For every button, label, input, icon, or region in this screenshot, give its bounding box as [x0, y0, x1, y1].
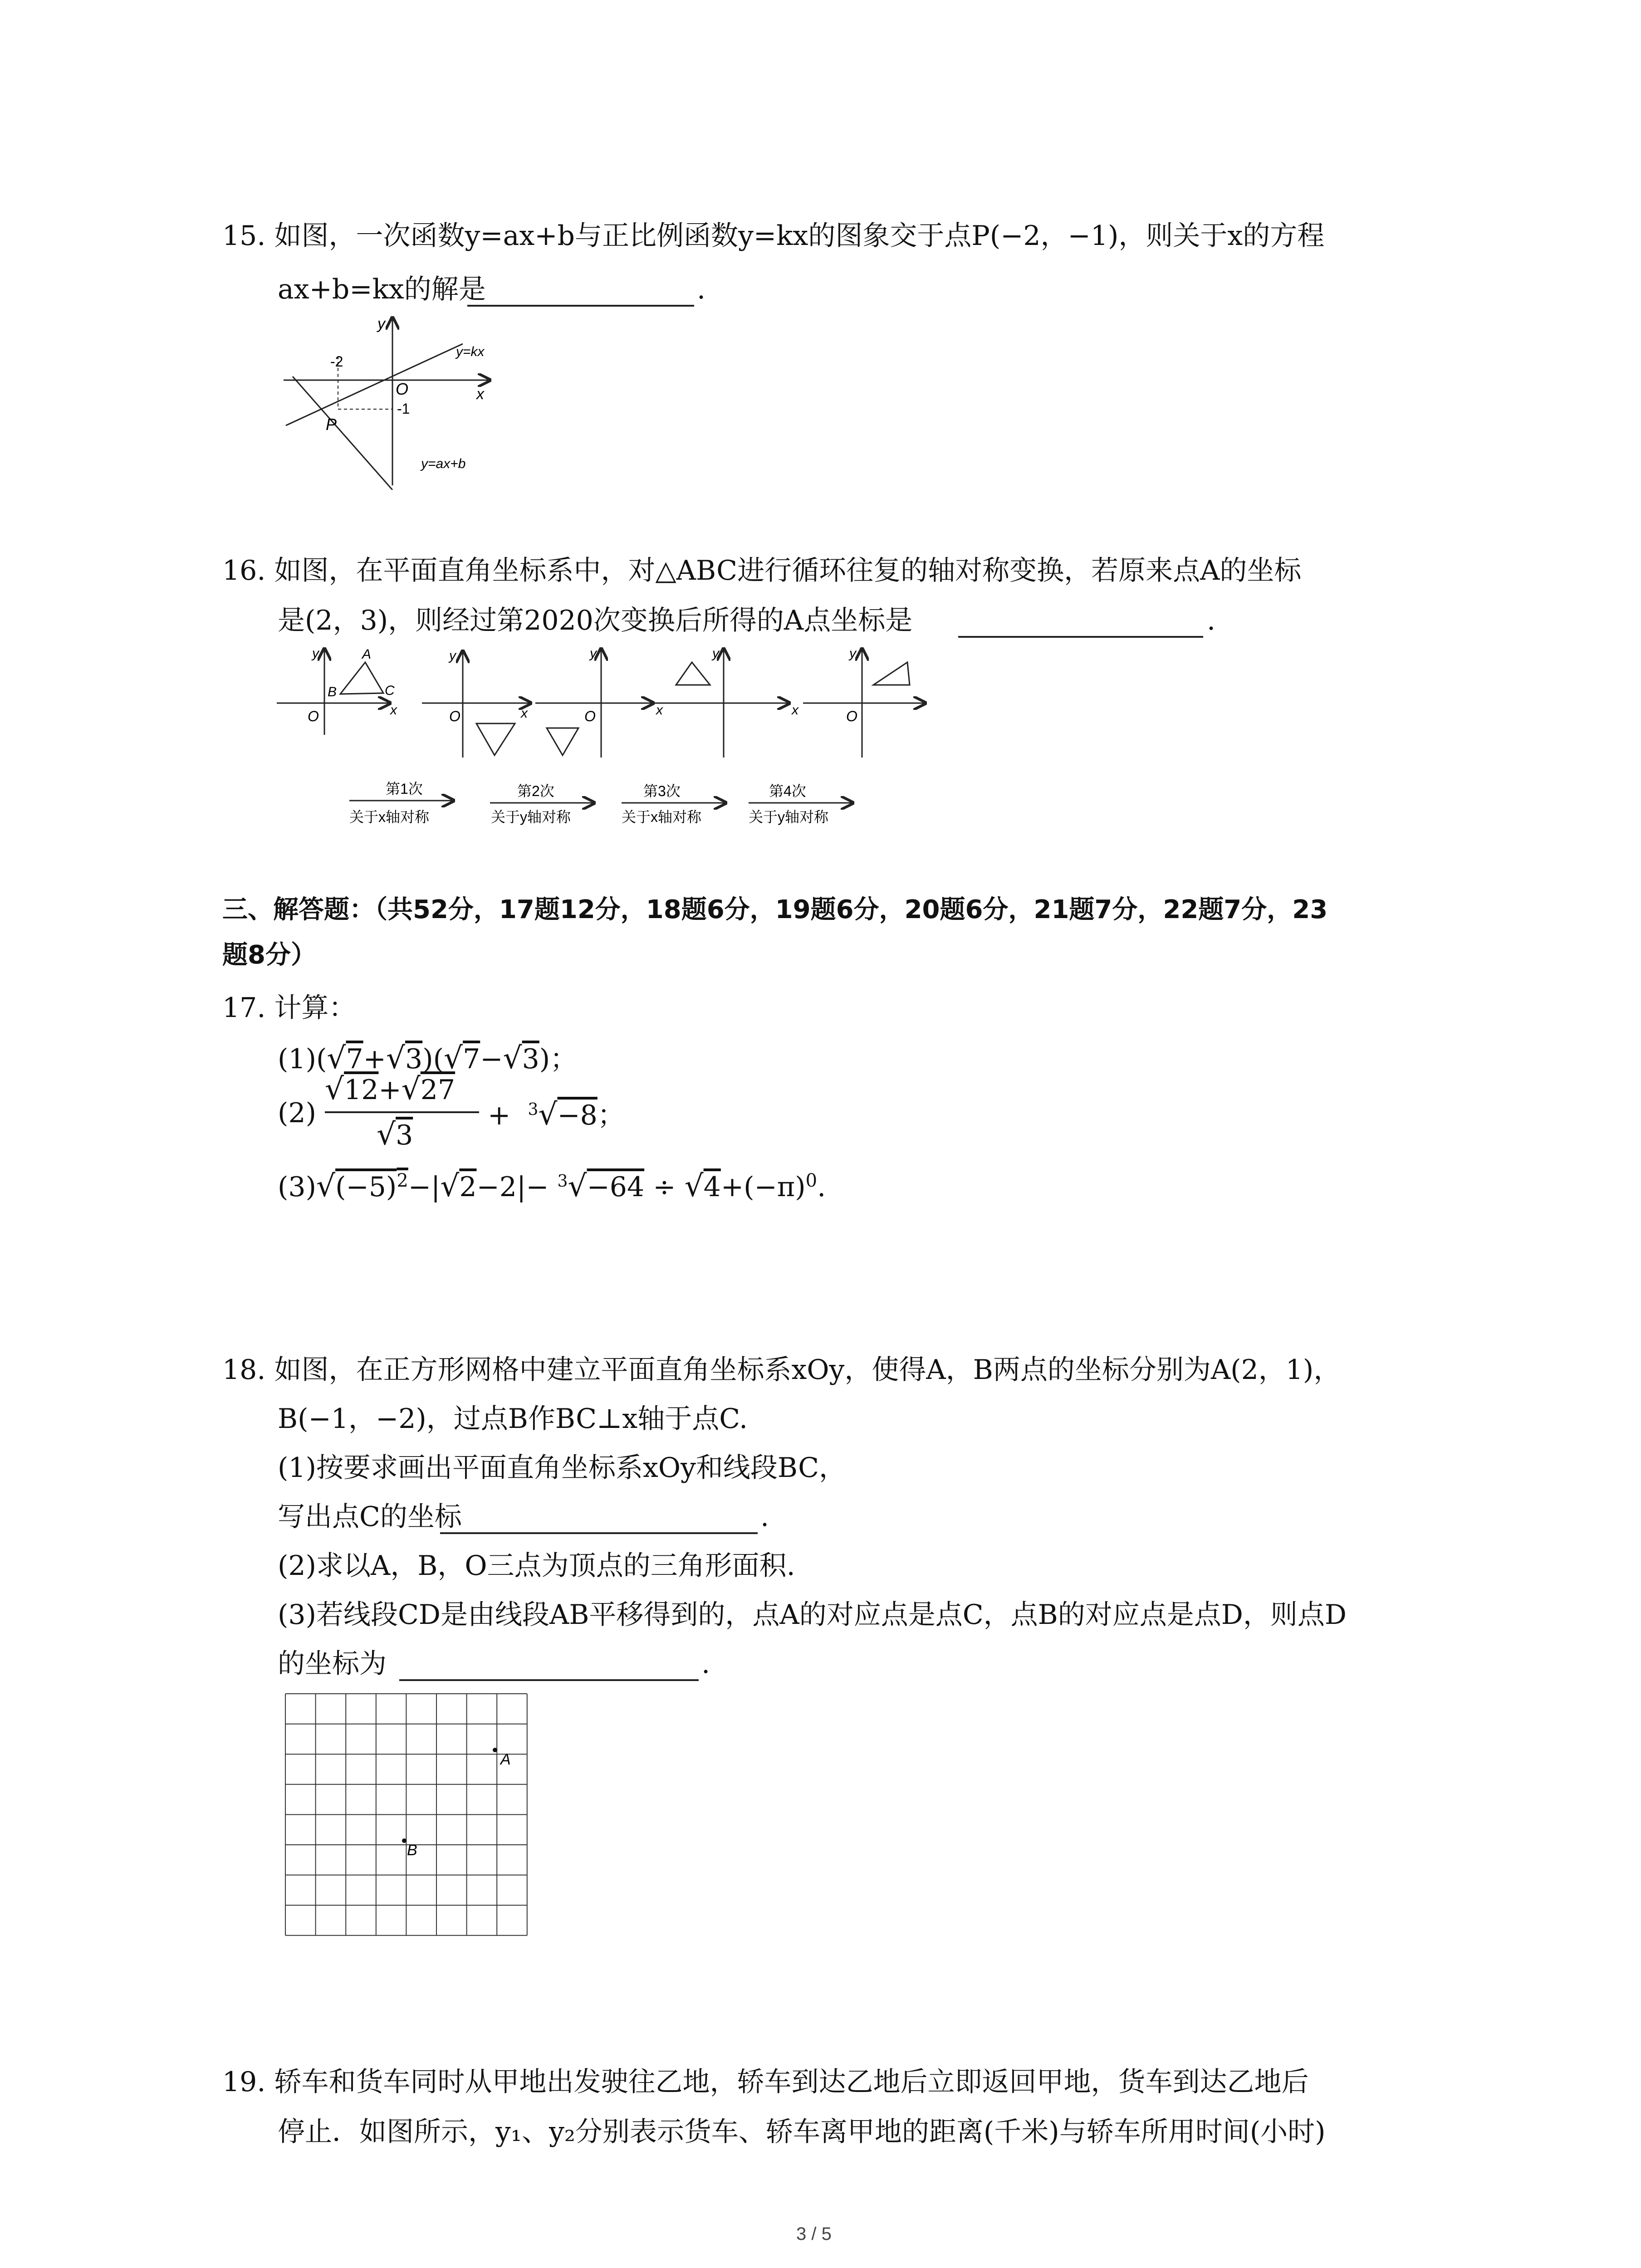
svg-text:关于x轴对称: 关于x轴对称	[622, 809, 702, 825]
svg-text:O: O	[846, 708, 857, 724]
svg-text:关于x轴对称: 关于x轴对称	[349, 809, 430, 825]
svg-text:关于y轴对称: 关于y轴对称	[749, 809, 829, 825]
q18-c-blank[interactable]	[440, 1532, 758, 1534]
q17-part2-tail: + $^3$√−8；	[488, 1097, 625, 1132]
q16-panel-1	[422, 648, 531, 758]
page-number: 3 / 5	[796, 2224, 832, 2244]
q16-triangle-3	[676, 662, 710, 685]
svg-text:第1次: 第1次	[386, 781, 423, 797]
q16-step-2	[490, 783, 594, 825]
q18-line4: 写出点C的坐标	[278, 1501, 462, 1533]
q16-triangle-1	[476, 723, 515, 755]
svg-text:x: x	[521, 706, 528, 721]
svg-text:第3次: 第3次	[643, 783, 681, 799]
q15-figure	[277, 308, 513, 490]
q18-line5: (2)求以A，B，O三点为顶点的三角形面积.	[278, 1550, 795, 1582]
q16-panel-3	[653, 646, 799, 758]
q15-line-yaxb	[293, 376, 392, 490]
q18-line3: (1)按要求画出平面直角坐标系xOy和线段BC，	[278, 1452, 847, 1484]
q18-label-b: B	[407, 1842, 417, 1859]
q16-triangle-original	[340, 662, 383, 694]
svg-text:y: y	[449, 648, 456, 663]
q17-part2-numerator: √12+√27	[325, 1071, 456, 1106]
q15-label-p: P	[326, 415, 337, 434]
q16-panel-2	[535, 646, 663, 758]
q17-part2-prefix: (2)	[278, 1097, 316, 1129]
q18-label-a: A	[500, 1751, 511, 1768]
svg-text:C: C	[385, 683, 395, 698]
svg-text:A: A	[362, 647, 372, 662]
svg-text:x: x	[390, 703, 397, 718]
q17-part2-fraction-bar	[325, 1111, 479, 1113]
q16-step-1	[349, 781, 454, 825]
q16-line1: 16. 如图，在平面直角坐标系中，对△ABC进行循环往复的轴对称变换，若原来点A的坐标	[222, 555, 1302, 587]
q16-period: .	[1207, 605, 1216, 636]
q15-label-m2: -2	[330, 353, 343, 370]
q16-answer-blank[interactable]	[958, 636, 1203, 638]
q18-line4-period: .	[760, 1501, 769, 1533]
svg-text:y: y	[712, 646, 719, 661]
q17-part3: $(3)√(-5)^2-|√2-2|- ^3√-64 \div √4+(-\pi)^0$.	[278, 1168, 826, 1203]
q15-label-y: y	[377, 315, 385, 332]
q15-period: .	[697, 274, 706, 305]
q17-title: 17. 计算：	[222, 992, 356, 1024]
svg-text:y: y	[312, 646, 319, 661]
q18-line1: 18. 如图，在正方形网格中建立平面直角坐标系xOy，使得A，B两点的坐标分别为A(2，1)，	[222, 1354, 1341, 1386]
svg-text:B: B	[328, 684, 337, 699]
q16-panel-4	[803, 646, 926, 758]
section3-line2: 题8分）	[222, 940, 316, 970]
q16-line2: 是(2，3)，则经过第2020次变换后所得的A点坐标是	[278, 605, 913, 636]
q17-part2-denominator: √3	[377, 1117, 413, 1152]
q15-label-m1: -1	[397, 401, 410, 417]
q19-line2: 停止．如图所示，y₁、y₂分别表示货车、轿车离甲地的距离(千米)与轿车所用时间(小时)	[278, 2116, 1326, 2148]
svg-text:O: O	[449, 708, 460, 724]
q16-panel-0	[277, 646, 397, 735]
q18-line2: B(−1，−2)，过点B作BC⊥x轴于点C.	[278, 1403, 748, 1435]
q16-step-4	[749, 783, 853, 825]
q15-line-ykx	[286, 344, 463, 425]
q16-triangle-4	[873, 662, 910, 685]
q16-figure	[277, 635, 930, 844]
svg-text:第2次: 第2次	[517, 783, 554, 799]
svg-text:关于y轴对称: 关于y轴对称	[491, 809, 571, 825]
q18-line7: 的坐标为	[278, 1648, 387, 1680]
svg-text:O: O	[308, 708, 319, 724]
q15-label-x: x	[476, 386, 484, 403]
q18-line7-period: .	[701, 1648, 710, 1680]
q15-label-ykx: y=kx	[456, 344, 485, 359]
svg-text:x: x	[792, 703, 798, 718]
q16-step-3	[622, 783, 726, 825]
q18-point-a	[493, 1748, 497, 1752]
q15-line1: 15. 如图，一次函数y=ax+b与正比例函数y=kx的图象交于点P(−2，−1)，则关于x的方程	[222, 220, 1325, 252]
q18-point-b	[402, 1838, 407, 1843]
q15-label-yaxb: y=ax+b	[421, 456, 466, 471]
q18-grid	[284, 1692, 547, 1946]
q19-line1: 19. 轿车和货车同时从甲地出发驶往乙地，轿车到达乙地后立即返回甲地，货车到达乙地后	[222, 2066, 1309, 2098]
q16-triangle-2	[547, 728, 578, 755]
q15-answer-blank[interactable]	[467, 305, 694, 307]
q15-line2: ax+b=kx的解是	[278, 274, 486, 305]
q18-d-blank[interactable]	[399, 1679, 699, 1681]
svg-text:y: y	[849, 646, 856, 661]
q17-part1: (1)(√7+√3)(√7−√3)；	[278, 1041, 578, 1075]
q15-label-o: O	[396, 380, 409, 398]
svg-text:第4次: 第4次	[769, 783, 806, 799]
section3-line1: 三、解答题：（共52分，17题12分，18题6分，19题6分，20题6分，21题7分，22题7分，23	[222, 895, 1328, 924]
q18-line6: (3)若线段CD是由线段AB平移得到的，点A的对应点是点C，点B的对应点是点D，则点D	[278, 1599, 1347, 1631]
svg-text:O: O	[584, 708, 596, 724]
svg-text:y: y	[590, 646, 597, 661]
svg-text:x: x	[656, 703, 663, 718]
